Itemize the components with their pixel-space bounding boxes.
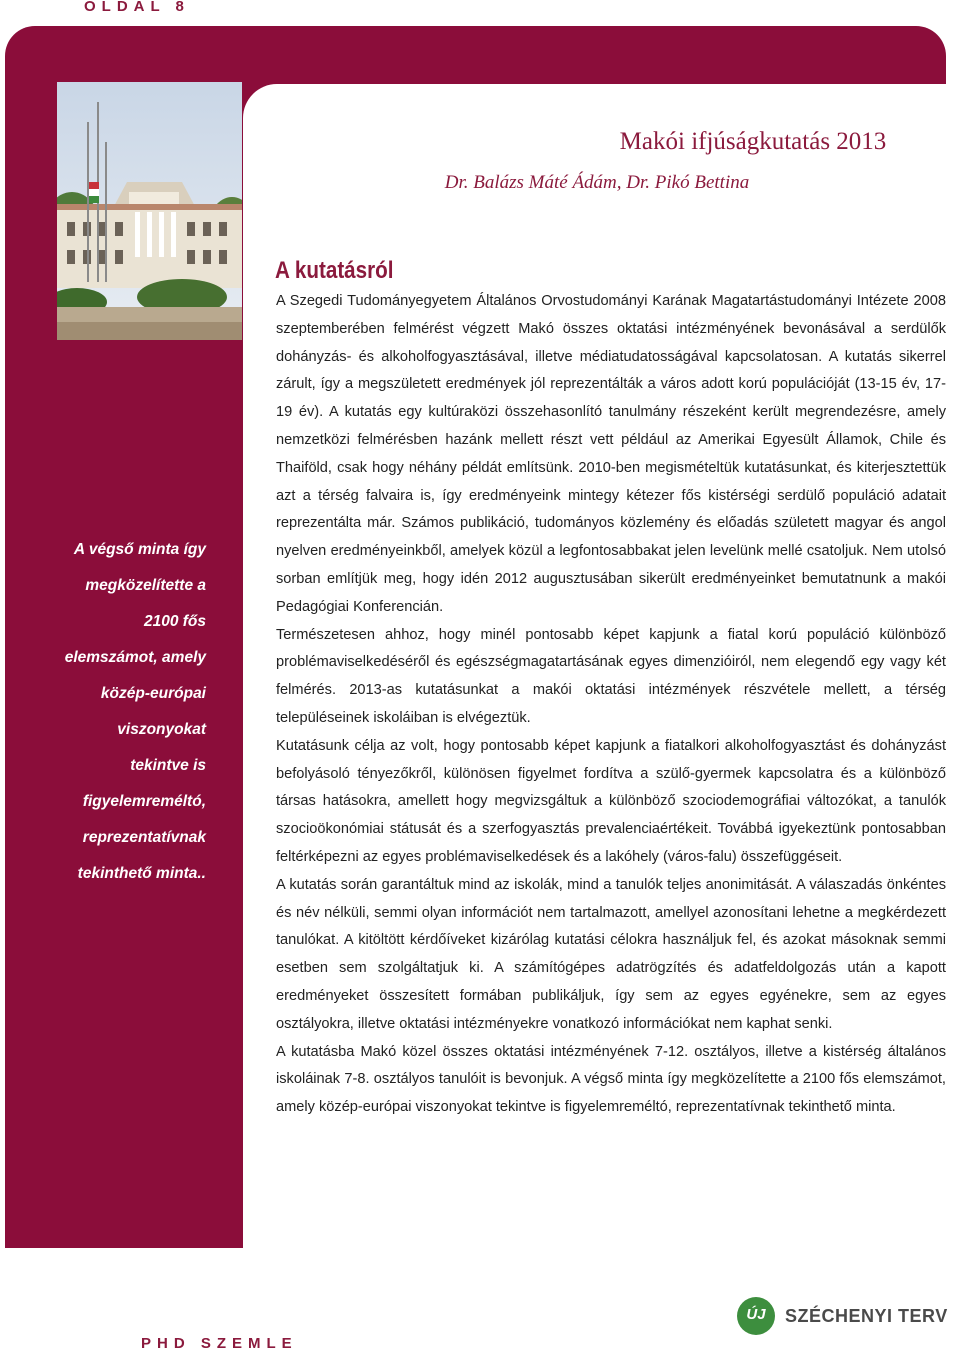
section-heading: A kutatásról	[275, 257, 394, 284]
body-paragraph: A kutatásba Makó közel összes oktatási intézményének 7-12. osztályos, illetve a kistérség általános iskoláinak 7-8. osztályos tanulóit is bevonjuk. A végső minta így megközelítette a 2100 fős elemszámot, amely közép-európai viszonyokat tekintve is figyelemreméltó, reprezentatívnak tekinthető minta.	[276, 1043, 946, 1116]
building-photo-image	[57, 82, 242, 340]
body-paragraph: Természetesen ahhoz, hogy minél pontosabb képet kapjunk a fiatal korú populáció különböző problémaviselkedéséről és egészségmagatartásának egyes dimenzióiról, nem elegendő egy vagy két felmérés. 2013-as kutatásunkat a makói oktatási intézmények részvétele mellett, a térség településeinek iskoláiban is elvégeztük.	[276, 626, 946, 726]
article-body	[276, 288, 946, 1122]
footer-label: PHD SZEMLE	[141, 1335, 298, 1352]
page-label: OLDAL 8	[84, 0, 190, 15]
pull-quote: A végső minta így megközelítette a 2100 fős elemszámot, amely közép-európai viszonyokat tekintve is figyelemreméltó, reprezentatívnak tekinthető minta..	[64, 541, 206, 882]
body-paragraph: A Szegedi Tudományegyetem Általános Orvostudományi Karának Magatartástudományi Intézete 2008 szeptemberében felmérést végzett Makó összes oktatási intézményének bevonásával a serdülők dohányzás- és alkoholfogyasztásával, illetve médiatudatosságával kapcsolatosan. A kutatás sikerrel zárult, így a megszületett eredmények jól reprezentálták a város adott korú populációját (13-15 év, 17-19 év). A kutatás egy kultúraközi összehasonlító tanulmány részeként került megrendezésre, amely nemzetközi felmérésben hazánk mellett részt vett például az Amerikai Egyesült Államok, Chile és Thaiföld, csak hogy néhány példát említsünk. 2010-ben megismételtük kutatásunkat, és kiterjesztettük azt a térség falvaira is, így eredményeink mintegy kétezer fős kistérségi serdülő populáció adatait reprezentálta már. Számos publikáció, tudományos közlemény és előadás született magyar és angol nyelven eredményeinkből, amelyek közül a legfontosabbakat jelen levelünk mellé csatoljuk. Nem utolsó sorban említjük meg, hogy idén 2012 augusztusában sikerült eredményeinket bemutatnunk a makói Pedagógiai Konferencián.	[276, 293, 946, 615]
body-paragraph: Kutatásunk célja az volt, hogy pontosabb képet kapjunk a fiatalkori alkoholfogyasztást és dohányzást befolyásoló tényezőkről, különösen figyelmet fordítva a szülő-gyermek kapcsolatra és a különböző társas hatásokra, amellett hogy megvizsgáltuk a különböző szociodemográfiai változókat, a tanulók szocioökonómiai státusát és a szerfogyasztás prevalenciaértékeit. Továbbá igyekeztünk pontosabban feltérképezni az egyes problémaviselkedések és a lakóhely (város-falu) összefüggéseit.	[276, 737, 946, 865]
logo-mark-icon: ÚJ	[737, 1297, 775, 1335]
szechenyi-logo	[737, 1291, 948, 1341]
logo-text: SZÉCHENYI TERV	[785, 1305, 948, 1326]
article-title: Makói ifjúságkutatás 2013	[619, 128, 887, 155]
body-paragraph: A kutatás során garantáltuk mind az iskolák, mind a tanulók teljes anonimitását. A válaszadás önkéntes és név nélküli, semmi olyan információt nem tartalmazott, amellyel azonosítani lehetne a megkérdezett tanulókat. A kitöltött kérdőíveket kizárólag kutatási célokra használjuk fel, és azokat másoknak semmi esetben sem szolgáltatjuk ki. A számítógépes adatrögzítés és adatfeldolgozás után a kapott eredményeket összesített formában publikáljuk, így sem az egyes egyénekre, sem az egyes osztályokra, illetve oktatási intézményekre vonatkozó információkat nem kaphat senki.	[276, 876, 946, 1032]
building-photo	[57, 82, 242, 340]
article-authors: Dr. Balázs Máté Ádám, Dr. Pikó Bettina	[444, 172, 750, 193]
